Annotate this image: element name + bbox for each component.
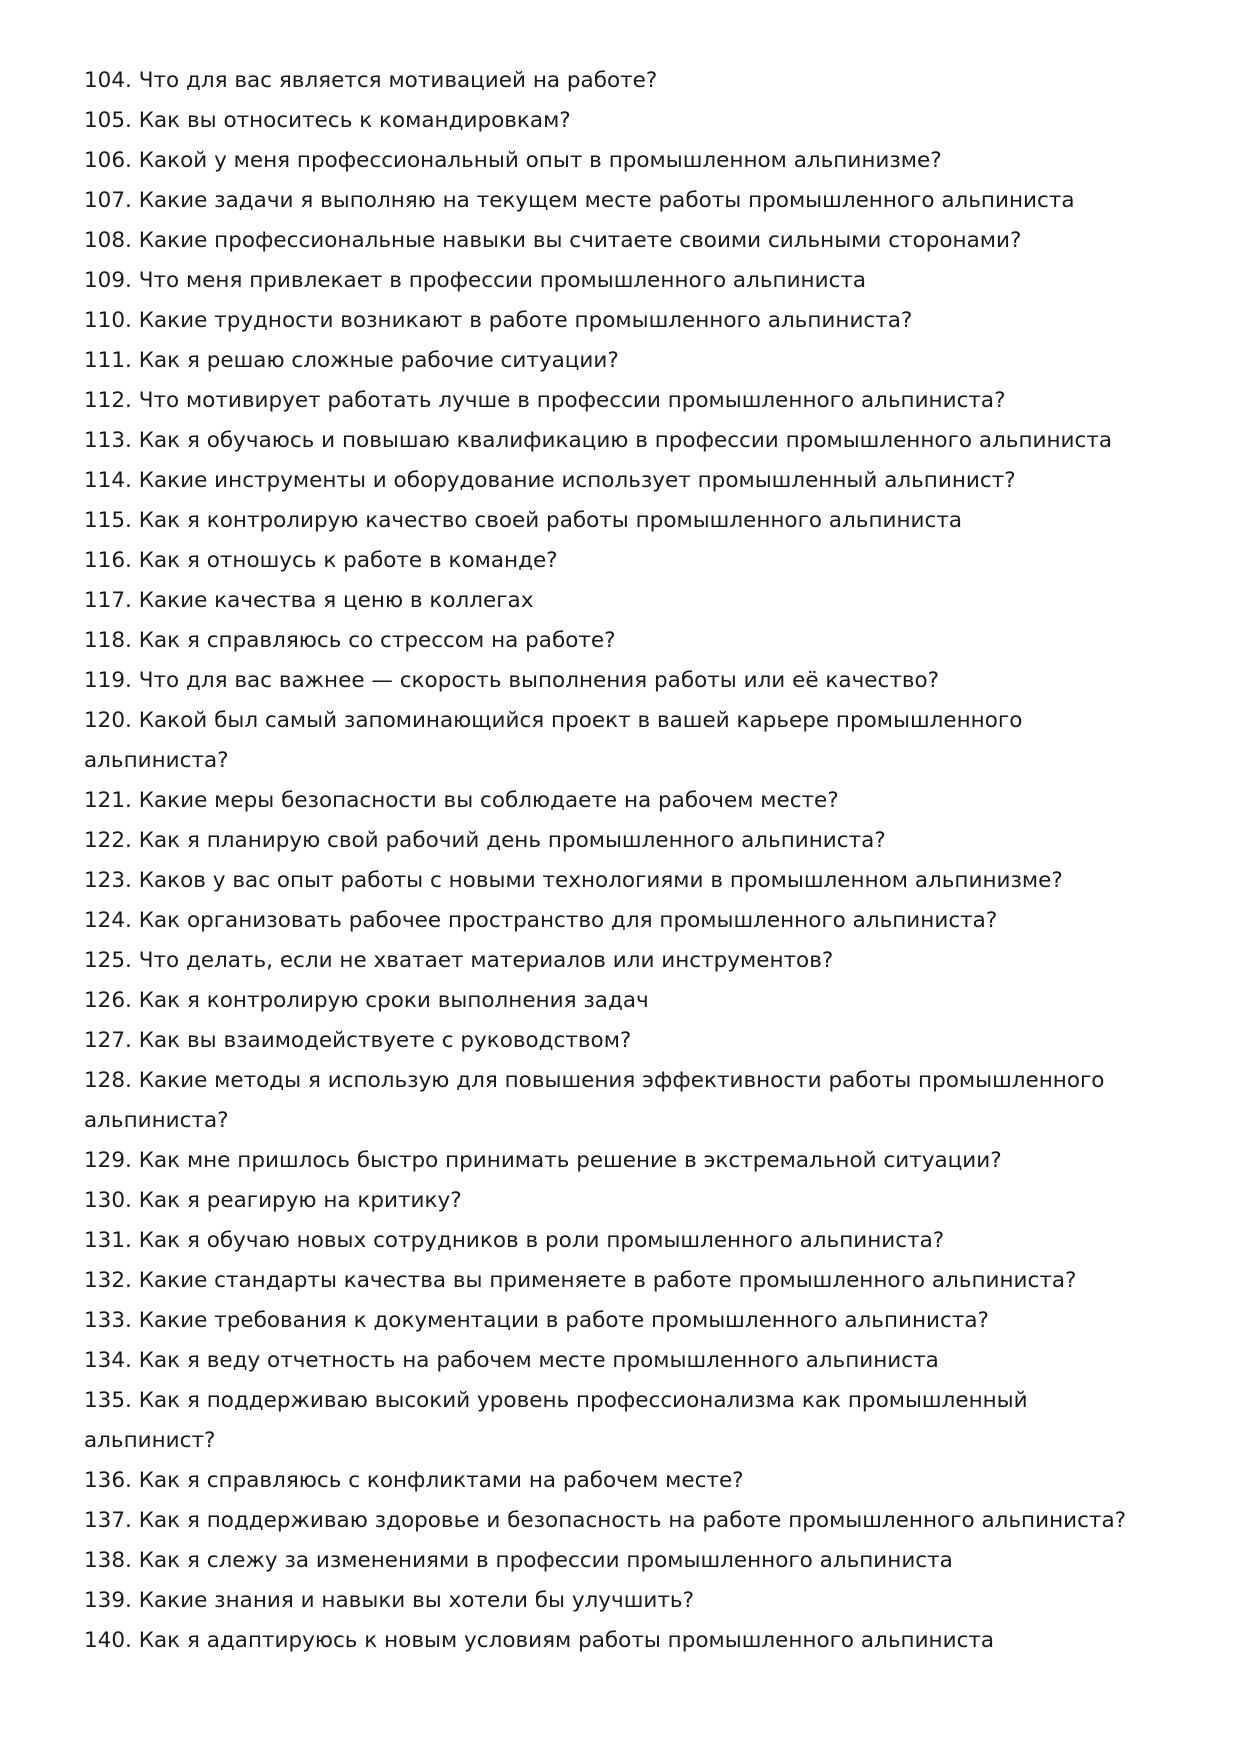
question-item: 136. Как я справляюсь с конфликтами на рабочем месте? bbox=[84, 1468, 744, 1493]
question-item: 135. Как я поддерживаю высокий уровень профессионализма как промышленный альпинист? bbox=[84, 1388, 1028, 1453]
question-item: 131. Как я обучаю новых сотрудников в роли промышленного альпиниста? bbox=[84, 1228, 945, 1253]
question-list bbox=[84, 61, 1164, 1661]
question-item: 116. Как я отношусь к работе в команде? bbox=[84, 548, 558, 573]
question-item: 120. Какой был самый запоминающийся проект в вашей карьере промышленного альпиниста? bbox=[84, 708, 1023, 773]
question-item: 108. Какие профессиональные навыки вы считаете своими сильными сторонами? bbox=[84, 228, 1022, 253]
question-item: 138. Как я слежу за изменениями в профессии промышленного альпиниста bbox=[84, 1548, 953, 1573]
question-item: 118. Как я справляюсь со стрессом на работе? bbox=[84, 628, 616, 653]
question-item: 140. Как я адаптируюсь к новым условиям работы промышленного альпиниста bbox=[84, 1628, 995, 1653]
question-item: 122. Как я планирую свой рабочий день промышленного альпиниста? bbox=[84, 828, 886, 853]
question-item: 112. Что мотивирует работать лучше в профессии промышленного альпиниста? bbox=[84, 388, 1006, 413]
question-item: 113. Как я обучаюсь и повышаю квалификацию в профессии промышленного альпиниста bbox=[84, 428, 1113, 453]
question-item: 107. Какие задачи я выполняю на текущем месте работы промышленного альпиниста bbox=[84, 188, 1075, 213]
question-item: 134. Как я веду отчетность на рабочем месте промышленного альпиниста bbox=[84, 1348, 939, 1373]
question-item: 137. Как я поддерживаю здоровье и безопасность на работе промышленного альпиниста? bbox=[84, 1508, 1127, 1533]
question-item: 130. Как я реагирую на критику? bbox=[84, 1188, 462, 1213]
question-item: 104. Что для вас является мотивацией на работе? bbox=[84, 68, 658, 93]
question-item: 126. Как я контролирую сроки выполнения задач bbox=[84, 988, 649, 1013]
question-item: 121. Какие меры безопасности вы соблюдаете на рабочем месте? bbox=[84, 788, 839, 813]
question-item: 133. Какие требования к документации в работе промышленного альпиниста? bbox=[84, 1308, 989, 1333]
question-item: 106. Какой у меня профессиональный опыт в промышленном альпинизме? bbox=[84, 148, 942, 173]
question-item: 105. Как вы относитесь к командировкам? bbox=[84, 108, 571, 133]
question-item: 115. Как я контролирую качество своей работы промышленного альпиниста bbox=[84, 508, 963, 533]
question-item: 129. Как мне пришлось быстро принимать решение в экстремальной ситуации? bbox=[84, 1148, 1002, 1173]
question-item: 119. Что для вас важнее — скорость выполнения работы или её качество? bbox=[84, 668, 940, 693]
question-item: 110. Какие трудности возникают в работе промышленного альпиниста? bbox=[84, 308, 913, 333]
question-item: 117. Какие качества я ценю в коллегах bbox=[84, 588, 534, 613]
question-item: 132. Какие стандарты качества вы применяете в работе промышленного альпиниста? bbox=[84, 1268, 1077, 1293]
question-item: 128. Какие методы я использую для повышения эффективности работы промышленного альпиниста? bbox=[84, 1068, 1105, 1133]
question-item: 114. Какие инструменты и оборудование использует промышленный альпинист? bbox=[84, 468, 1016, 493]
question-item: 127. Как вы взаимодействуете с руководством? bbox=[84, 1028, 632, 1053]
question-item: 109. Что меня привлекает в профессии промышленного альпиниста bbox=[84, 268, 867, 293]
question-item: 139. Какие знания и навыки вы хотели бы улучшить? bbox=[84, 1588, 694, 1613]
question-item: 125. Что делать, если не хватает материалов или инструментов? bbox=[84, 948, 834, 973]
question-item: 111. Как я решаю сложные рабочие ситуации? bbox=[84, 348, 619, 373]
question-item: 123. Каков у вас опыт работы с новыми технологиями в промышленном альпинизме? bbox=[84, 868, 1063, 893]
question-item: 124. Как организовать рабочее пространство для промышленного альпиниста? bbox=[84, 908, 998, 933]
